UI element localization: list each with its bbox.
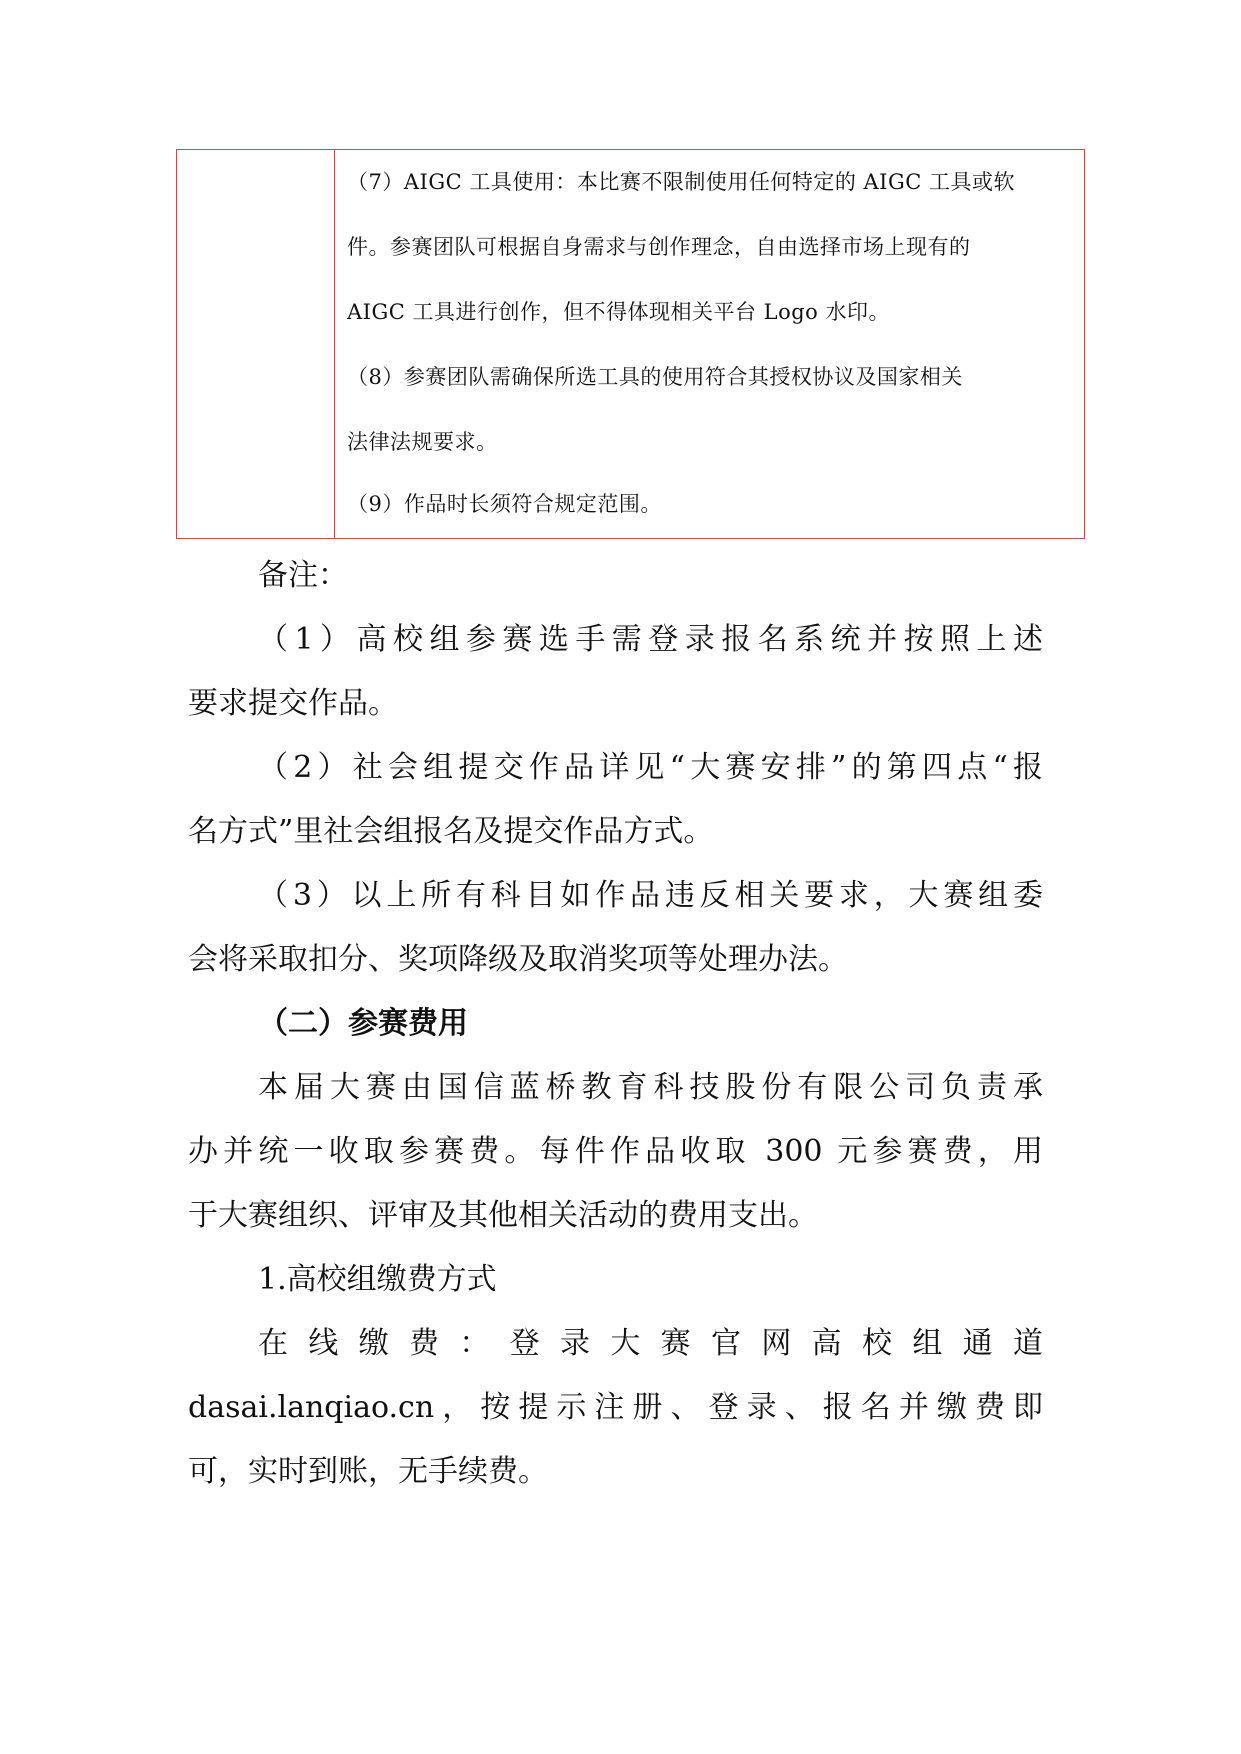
fees-heading: （二）参赛费用	[258, 1006, 468, 1041]
payment-method-heading: 1.高校组缴费方式	[258, 1262, 497, 1297]
note-3-line-1: （3）以上所有科目如作品违反相关要求，大赛组委	[258, 878, 1043, 913]
table-item-8-line-1: （8）参赛团队需确保所选工具的使用符合其授权协议及国家相关	[347, 365, 963, 389]
table-item-9-line-1: （9）作品时长须符合规定范围。	[347, 492, 662, 516]
note-2-line-1: （2）社会组提交作品详见“大赛安排”的第四点“报	[258, 750, 1043, 785]
payment-method-line-2: dasai.lanqiao.cn，按提示注册、登录、报名并缴费即	[188, 1390, 1043, 1425]
notes-title: 备注：	[258, 558, 348, 593]
fees-intro-line-1: 本届大赛由国信蓝桥教育科技股份有限公司负责承	[258, 1070, 1043, 1105]
payment-method-line-1: 在线缴费：登录大赛官网高校组通道	[258, 1326, 1043, 1361]
table-item-8-line-2: 法律法规要求。	[347, 430, 498, 454]
table-column-divider	[334, 150, 335, 538]
fees-intro-line-2: 办并统一收取参赛费。每件作品收取 300 元参赛费，用	[188, 1134, 1043, 1169]
table-item-7-line-3: AIGC 工具进行创作，但不得体现相关平台 Logo 水印。	[347, 300, 891, 324]
fees-intro-line-3: 于大赛组织、评审及其他相关活动的费用支出。	[188, 1198, 818, 1233]
note-1-line-2: 要求提交作品。	[188, 686, 398, 721]
payment-method-line-3: 可，实时到账，无手续费。	[188, 1454, 548, 1489]
note-2-line-2: 名方式”里社会组报名及提交作品方式。	[188, 814, 714, 849]
requirements-table	[176, 149, 1085, 539]
table-item-7-line-2: 件。参赛团队可根据自身需求与创作理念，自由选择市场上现有的	[347, 235, 971, 259]
note-3-line-2: 会将采取扣分、奖项降级及取消奖项等处理办法。	[188, 942, 848, 977]
table-item-7-line-1: （7）AIGC 工具使用：本比赛不限制使用任何特定的 AIGC 工具或软	[347, 170, 1015, 194]
note-1-line-1: （1）高校组参赛选手需登录报名系统并按照上述	[258, 622, 1043, 657]
